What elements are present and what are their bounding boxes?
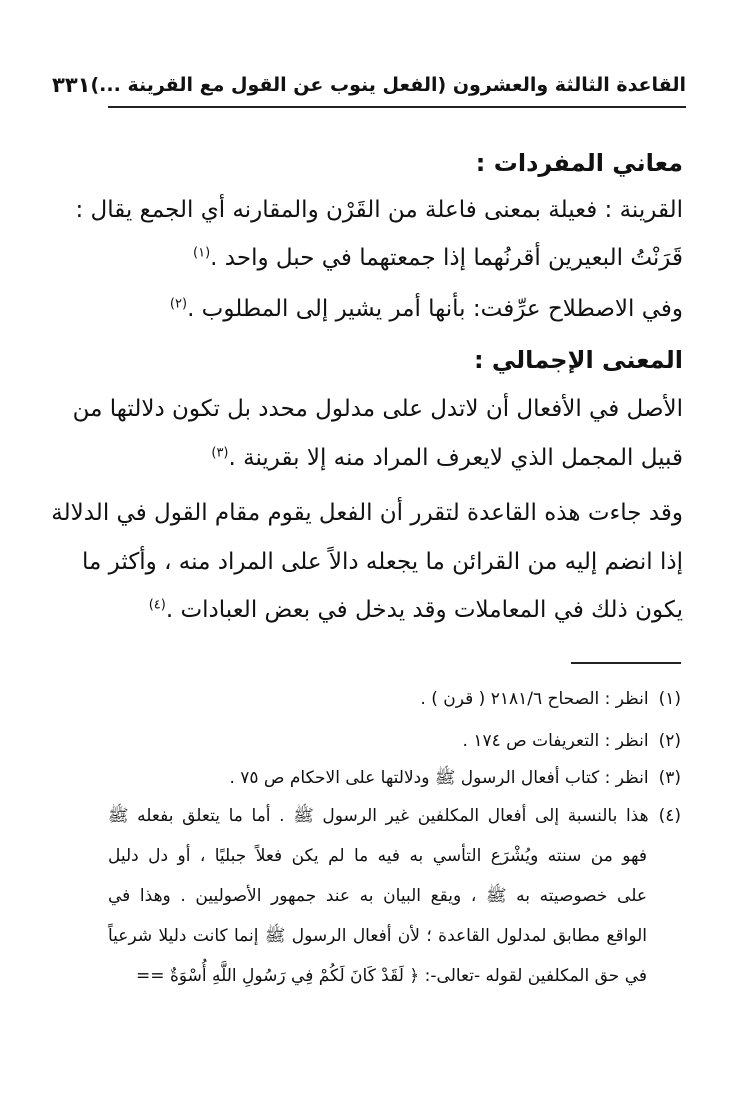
paragraph-2-line-1: وقد جاءت هذه القاعدة لتقرر أن الفعل يقوم مقام القول في الدلالة <box>51 500 683 526</box>
footnote-4-line-2: فهو من سنته ويُشْرَع التأسي به فيه ما لم يكن فعلاً جبليًا ، أو دل دليل <box>108 846 647 866</box>
footnote-3-number: (٣) <box>658 768 681 788</box>
footnote-4-line-1 <box>108 806 681 826</box>
footnote-4-line-5: في حق المكلفين لقوله -تعالى-: ﴿ لَقَدْ كَانَ لَكُمْ فِي رَسُولِ اللَّهِ أُسْوَةٌ == <box>136 966 647 986</box>
paragraph-1-line-2 <box>211 445 683 473</box>
footnote-1-number: (١) <box>658 689 681 709</box>
footnote-2 <box>463 731 681 751</box>
footnote-1-text: انظر : الصحاح ٢١٨١/٦ ( قرن ) . <box>420 689 649 709</box>
footnote-2-text: انظر : التعريفات ص ١٧٤ . <box>462 731 649 751</box>
paragraph-1-line-1: الأصل في الأفعال أن لاتدل على مدلول محدد بل تكون دلالتها من <box>72 396 683 422</box>
footnote-4-line-3: على خصوصيته به ﷺ ، ويقع البيان به عند جمهور الأصوليين . وهذا في <box>108 886 647 906</box>
terminology-line <box>170 296 683 324</box>
paragraph-1-line-2-text: قبيل المجمل الذي لايعرف المراد منه إلا بقرينة . <box>228 445 683 471</box>
paragraph-2-line-3-text: يكون ذلك في المعاملات وقد يدخل في بعض العبادات . <box>165 597 683 623</box>
vocab-heading: معاني المفردات : <box>475 149 683 177</box>
page-number: ٣٣١ <box>52 73 91 97</box>
paragraph-2-line-3 <box>149 597 683 625</box>
footnote-4-number: (٤) <box>658 806 681 826</box>
footnote-ref-1: (١) <box>193 245 211 261</box>
page-header <box>52 64 686 108</box>
footnote-1 <box>420 689 681 709</box>
definition-line-2-text: قَرَنْتُ البعيرين أقرنُهما إذا جمعتهما في حبل واحد . <box>210 245 683 271</box>
footnote-ref-3: (٣) <box>211 445 229 461</box>
footnote-3 <box>229 768 681 788</box>
footnote-ref-2: (٢) <box>169 296 188 312</box>
paragraph-2-line-2: إذا انضم إليه من القرائن ما يجعله دالاً على المراد منه ، وأكثر ما <box>82 549 683 575</box>
general-meaning-heading: المعنى الإجمالي : <box>473 346 683 374</box>
footnote-2-number: (٢) <box>658 731 681 751</box>
footnote-4-line-4: الواقع مطابق لمدلول القاعدة ؛ لأن أفعال الرسول ﷺ إنما كانت دليلا شرعياً <box>108 926 647 946</box>
definition-line-2 <box>193 245 683 273</box>
terminology-text: وفي الاصطلاح عرِّفت: بأنها أمر يشير إلى المطلوب . <box>187 296 683 322</box>
footnote-4-line-1-text: هذا بالنسبة إلى أفعال المكلفين غير الرسول ﷺ . أما ما يتعلق بفعله ﷺ <box>108 806 649 826</box>
footnote-ref-4: (٤) <box>148 597 166 613</box>
definition-line-1: القرينة : فعيلة بمعنى فاعلة من القَرْن والمقارنه أي الجمع يقال : <box>75 197 683 223</box>
footnote-separator <box>571 662 681 664</box>
running-title: القاعدة الثالثة والعشرون (الفعل ينوب عن القول مع القرينة ...) <box>90 74 686 96</box>
footnote-3-text: انظر : كتاب أفعال الرسول ﷺ ودلالتها على الاحكام ص ٧٥ . <box>229 768 649 788</box>
